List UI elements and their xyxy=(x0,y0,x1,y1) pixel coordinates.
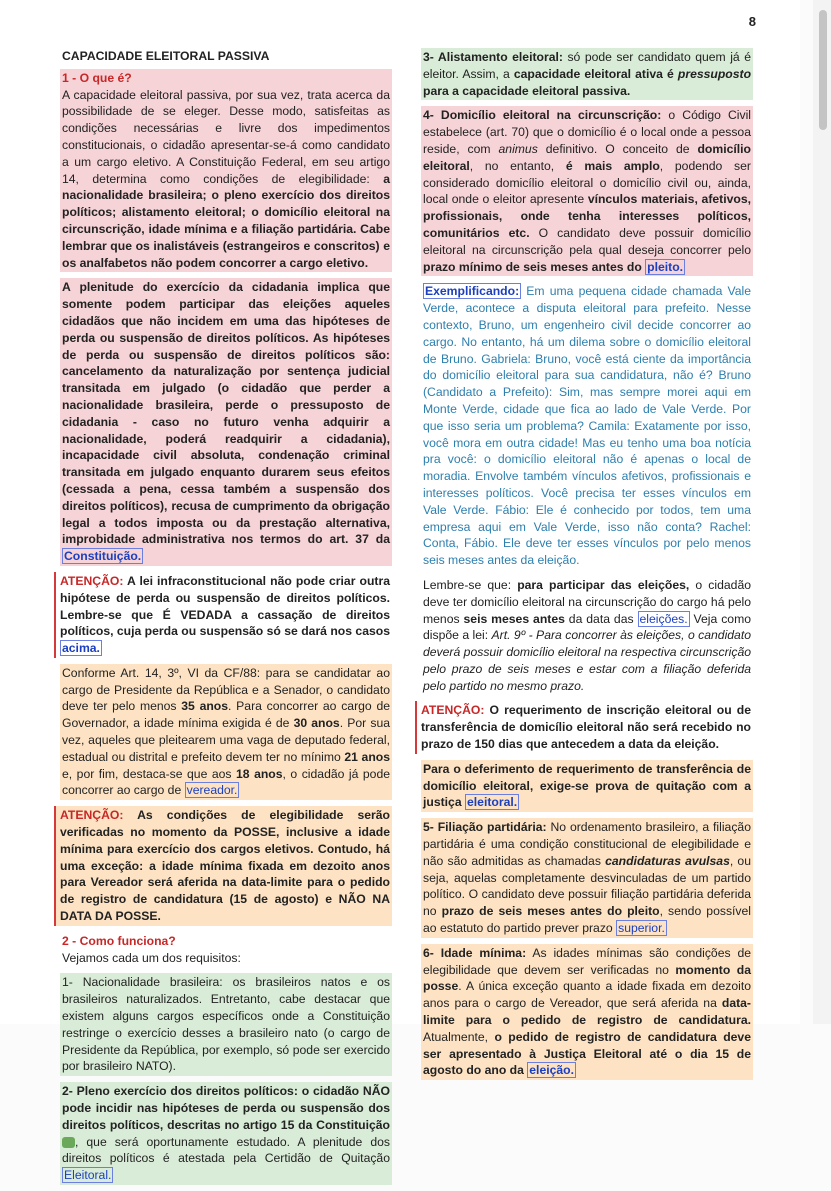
deferimento-paragraph xyxy=(421,760,753,812)
item-4-text: O candidato deve possuir domicílio eleitoral na circunscrição pela qual deseja concorrer pelo xyxy=(423,225,751,257)
item-2-bold: 2- Pleno exercício dos direitos políticos: o cidadão NÃO pode incidir nas hipóteses de perda ou suspensão dos direitos políticos, descritas no artigo 15 da Constituição xyxy=(62,1084,390,1132)
lembre-paragraph xyxy=(421,576,753,696)
item-5-text: No ordenamento brasileiro, a filiação partidária é uma condição constitucional de elegibilidade e não são admitidas as chamadas xyxy=(423,820,751,868)
lembre-text: Veja como dispõe a lei: xyxy=(423,611,751,643)
example-label: Exemplificando: xyxy=(425,284,520,299)
item-3-title: 3- Alistamento eleitoral: xyxy=(423,50,563,64)
item-3-text: só pode ser candidato quem já é eleitor. Assim, a xyxy=(423,50,751,81)
item-2-text: , que será oportunamente estudado. A plenitude dos direitos políticos é atestada pela Certidão de Quitação xyxy=(62,1134,390,1166)
item-4-text: definitivo. O conceito de xyxy=(537,141,698,156)
item-6-title: 6- Idade mínima: xyxy=(423,945,527,960)
plenitude-text: A plenitude do exercício da cidadania implica que somente podem participar das eleições aqueles cidadãos que não incidem em uma das hipóteses de perda ou suspensão de direitos políticos. As hipóteses de perda ou suspensão de direitos políticos são: cancelamento da naturalização por sentença judicial transitada em julgado (o cidadão que perder a nacionalidade brasileira, perde o pressuposto de cidadania - caso no futuro venha adquirir a nacionalidade, poderá readquirir a cidadania), incapacidade civil absoluta, condenação criminal transitada em julgado enquanto durarem seus efeitos (cessada a pena, cessa também a suspensão dos direitos políticos), recusa de cumprimento da obrigação legal a todos imposta ou da prestação alternativa, improbidade administrativa nos termos do art. 37 da xyxy=(62,280,390,547)
scrollbar[interactable] xyxy=(813,0,831,1024)
eleicoes-link[interactable]: eleições. xyxy=(639,611,688,626)
attention-text: O requerimento de inscrição eleitoral ou de transferência de domicílio eleitoral não será recebido no prazo de 150 dias que antecedem a data da eleição. xyxy=(421,703,751,752)
item-3-bold-italic: pressuposto xyxy=(677,66,752,81)
attention-text: As condições de elegibilidade serão verificadas no momento da POSSE, inclusive a idade mínima para exercício dos cargos eletivos. Contudo, há uma exceção: a idade mínima fixada em dezoito anos para Vereador será aferida na data-limite para o pedido de registro de candidatura (15 de agosto) e NÃO NA DATA DA POSSE. xyxy=(60,808,390,924)
item-6-bold: momento da posse xyxy=(423,962,751,994)
item-4-bold: domicílio eleitoral xyxy=(423,141,751,173)
q2-intro: Vejamos cada um dos requisitos: xyxy=(62,950,241,965)
age-21: 21 anos xyxy=(344,749,390,764)
page-number: 8 xyxy=(748,14,756,29)
ages-text: Conforme Art. 14, 3º, VI da CF/88: para se candidatar ao cargo de Presidente da República e a Senador, o candidato deve ter pelo menos xyxy=(62,665,390,714)
item-6 xyxy=(421,944,753,1080)
item-4-bold: prazo mínimo de seis meses antes do xyxy=(423,259,646,274)
q1-heading: 1 - O que é? xyxy=(62,70,132,85)
example-text: Em uma pequena cidade chamada Vale Verde, acontece a disputa eleitoral para prefeito. Nesse contexto, Bruno, um engenheiro civil decide concorrer ao cargo. No entanto, há um dilema sobre o domicílio eleitoral de Bruno. Gabriela: Bruno, você está ciente da importância do domicílio eleitoral para sua candidatura, não é? Bruno (Candidato a Prefeito): Sim, mas sempre morei aqui em Monte Verde, cidade que fica ao lado de Vale Verde. Por que isso seria um problema? Camila: Exatamente por isso, você mora em outra cidade! Mas eu tenho uma boa notícia pra você: o domicílio eleitoral não é apenas o local de moradia. Envolve também vínculos afetivos, profissionais e interesses políticos. Você precisa ter esses vínculos em Vale Verde. Fábio: Ele é conhecido por todos, tem uma empresa aqui em Vale Verde, isso não conta? Rachel: Conta, Fábio. Ele deve ter esses vínculos por pelo menos seis meses antes da eleição. xyxy=(423,284,751,568)
item-3 xyxy=(421,48,753,100)
attention-label: ATENÇÃO: xyxy=(421,703,485,718)
item-4 xyxy=(421,106,753,276)
attention-box-3 xyxy=(415,701,753,753)
item-6-text: As idades mínimas são condições de elegibilidade que devem ser verificadas no xyxy=(423,945,751,977)
left-column xyxy=(60,48,392,1191)
item-5-bold: prazo de seis meses antes do pleito xyxy=(441,904,660,919)
acima-link[interactable]: acima. xyxy=(62,641,100,656)
lembre-law-quote: Art. 9º - Para concorrer às eleições, o candidato deverá possuir domicílio eleitoral na respectiva circunscrição pelo prazo de seis meses e estar com a filiação deferida pelo partido no mesmo prazo. xyxy=(423,628,751,693)
constituicao-link[interactable]: Constituição. xyxy=(64,549,142,564)
item-1: 1- Nacionalidade brasileira: os brasileiros natos e os brasileiros naturalizados. Entretanto, cabe destacar que existem alguns cargos específicos onde a Constituição restringe o exercício desses a brasileiro nato (o cargo de Presidente da República, por exemplo, só pode ser exercido por brasileiro NATO). xyxy=(60,973,392,1076)
age-18: 18 anos xyxy=(236,766,283,781)
eleicao-link[interactable]: eleição. xyxy=(529,1063,574,1078)
item-4-bold: vínculos materiais, afetivos, profissionais, onde tenha interesses políticos, comunitários etc. xyxy=(423,192,751,240)
item-3-bold: capacidade eleitoral ativa é xyxy=(513,66,678,81)
lembre-text: o cidadão deve ter domicílio eleitoral na circunscrição do cargo há pelo menos xyxy=(423,577,752,626)
item-5 xyxy=(421,818,753,938)
q1-block xyxy=(60,69,392,273)
plenitude-paragraph xyxy=(60,278,392,566)
q1-conditions: a nacionalidade brasileira; o pleno exercício dos direitos políticos; alistamento eleitoral; o domicílio eleitoral na circunscrição, idade mínima e a filiação partidária. Cabe lembrar que os inalistáveis (estrangeiros e conscritos) e os analfabetos não podem concorrer a cargo eletivo. xyxy=(62,171,390,270)
scrollbar-thumb[interactable] xyxy=(819,10,827,130)
q1-text: A capacidade eleitoral passiva, por sua vez, trata acerca da possibilidade de se eleger. Desse modo, satisfeitas as condições necessárias e livre dos impedimentos constitucionais, o cidadão apresentar-se-á como candidato a um cargo eletivo. A Constituição Federal, em seu artigo 14, determina como condições de elegibilidade: xyxy=(62,87,390,186)
eleitoral-link[interactable]: Eleitoral. xyxy=(64,1168,112,1183)
attention-label: ATENÇÃO: xyxy=(60,808,124,823)
item-6-bold: data-limite para o pedido de registro de candidatura. xyxy=(423,996,751,1028)
deferimento-text: Para o deferimento de requerimento de transferência de domicílio eleitoral, exige-se prova de quitação com a justiça xyxy=(423,761,751,810)
item-5-bold-italic: candidaturas avulsas xyxy=(605,853,730,868)
item-4-text: , podendo ser considerado domicílio eleitoral o domicílio civil ou, ainda, local onde o eleitor apresente xyxy=(423,158,751,207)
item-3-bold: para a capacidade eleitoral passiva. xyxy=(423,83,631,98)
lembre-text: Lembre-se que: xyxy=(423,577,518,592)
lembre-bold: para participar das eleições, xyxy=(517,577,690,592)
lembre-bold: seis meses antes xyxy=(463,611,565,626)
item-4-bold: é mais amplo xyxy=(565,158,660,173)
item-6-text: . A única exceção quanto a idade fixada em dezoito anos para o cargo de Vereador, que será aferida na xyxy=(423,979,751,1011)
eleitoral-link[interactable]: eleitoral. xyxy=(467,795,518,810)
attention-box-1 xyxy=(54,572,392,658)
item-4-italic: animus xyxy=(498,141,538,156)
superior-link[interactable]: superior. xyxy=(618,921,665,936)
item-4-text: , no entanto, xyxy=(469,158,566,173)
age-35: 35 anos xyxy=(181,699,229,714)
item-4-title: 4- Domicílio eleitoral na circunscrição: xyxy=(423,108,662,123)
q2-section xyxy=(60,932,392,968)
q2-heading: 2 - Como funciona? xyxy=(62,933,176,948)
item-5-text: , ou seja, aquelas completamente desvinculadas de um partido político. O candidato deve possuir filiação partidária deferida no xyxy=(423,853,751,919)
item-4-text: o Código Civil estabelece (art. 70) que o domicílio é o local onde a pessoa reside, com xyxy=(423,108,752,156)
item-2 xyxy=(60,1082,392,1185)
ages-text: , o cidadão já pode concorrer ao cargo de xyxy=(62,766,391,798)
item-5-title: 5- Filiação partidária: xyxy=(423,820,547,835)
right-column xyxy=(421,48,753,1086)
ages-text: e, por fim, destaca-se que aos xyxy=(62,766,237,781)
pleito-link[interactable]: pleito. xyxy=(647,259,684,274)
ages-paragraph xyxy=(60,664,392,800)
ages-text: . Para concorrer ao cargo de Governador, a idade mínima exigida é de xyxy=(62,699,391,731)
item-6-bold: o pedido de registro de candidatura deve ser apresentado à Justiça Eleitoral até o dia 15 de agosto do ano da xyxy=(423,1029,751,1078)
age-30: 30 anos xyxy=(293,716,340,731)
example-block xyxy=(421,282,753,570)
item-5-text: , sendo possível ao estatuto do partido prever prazo xyxy=(423,904,752,936)
section-title: CAPACIDADE ELEITORAL PASSIVA xyxy=(62,49,270,63)
attention-box-2 xyxy=(54,806,392,926)
item-6-text: Atualmente, xyxy=(423,1029,495,1044)
book-icon xyxy=(62,1137,75,1148)
attention-text: A lei infraconstitucional não pode criar outra hipótese de perda ou suspensão de direitos políticos. Lembre-se que É VEDADA a cassação de direitos políticos, cuja perda ou suspensão só se dará nos casos xyxy=(60,573,390,639)
attention-label: ATENÇÃO: xyxy=(60,573,124,588)
ages-text: . Por sua vez, aqueles que pleitearem uma vaga de deputado federal, estadual ou distrital e prefeito devem ter no mínimo xyxy=(62,716,390,764)
vereador-link[interactable]: vereador. xyxy=(186,783,238,798)
lembre-text: da data das xyxy=(564,611,638,626)
